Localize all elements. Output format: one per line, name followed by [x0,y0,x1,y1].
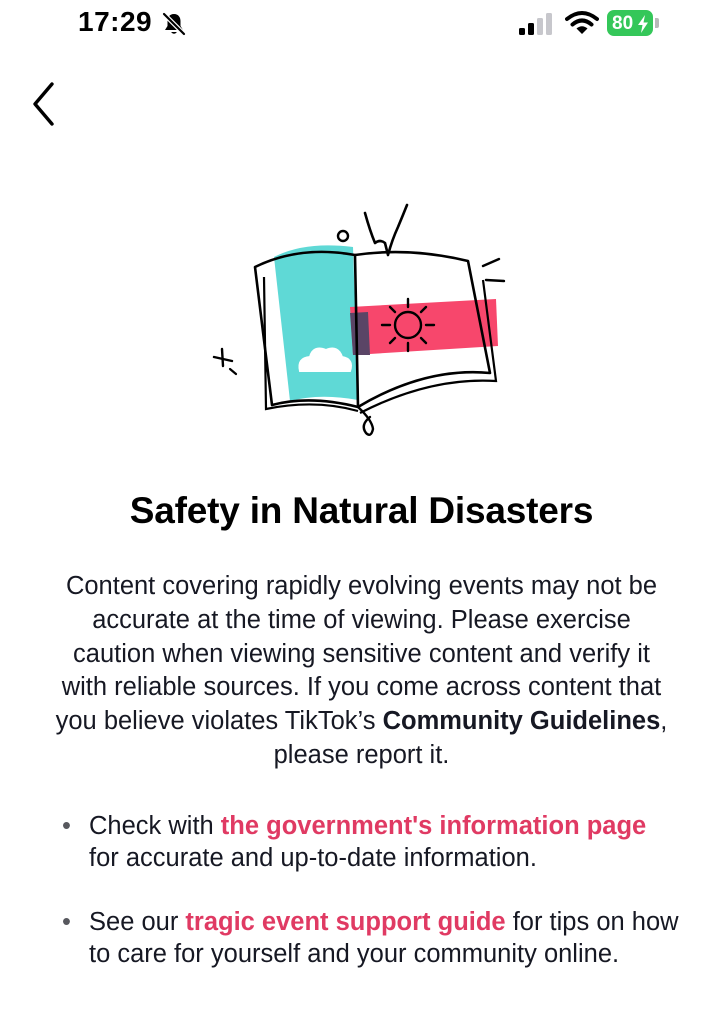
community-guidelines-text: Community Guidelines [382,707,661,736]
back-button[interactable] [24,74,68,134]
wifi-icon [565,10,599,36]
bullet: • [62,812,71,840]
government-info-link[interactable]: the government's information page [220,812,647,840]
page-title: Safety in Natural Disasters [129,490,594,531]
description [50,570,673,773]
status-bar [0,0,723,52]
list-item [60,810,680,874]
chevron-left-icon [24,74,68,134]
tip-text-end: for accurate and up-to-date information. [89,844,537,872]
tip-text-end: for tips on how to care for yourself and your community online. [89,908,679,968]
description-text-end: , please report it. [273,707,668,769]
battery-cap [655,18,659,28]
tip-text: Check with [89,812,221,840]
tips-list [60,810,680,1002]
bullet: • [62,908,71,936]
description-text: Content covering rapidly evolving events may not be accurate at the time of viewing. Please exercise caution when viewing sensitive content and verify it with reliable sources. If you come across content that you believe violates TikTok’s [55,572,662,736]
charging-bolt-icon [637,15,649,33]
open-book-illustration [200,195,520,440]
battery-charging-icon [607,10,653,36]
support-guide-link[interactable]: tragic event support guide [185,908,506,936]
battery-level: 80 [612,12,634,34]
status-time: 17:29 [78,6,153,37]
cellular-signal-icon [519,13,555,35]
tip-text: See our [89,908,186,936]
bell-slash-icon [160,10,188,38]
list-item [60,906,680,970]
